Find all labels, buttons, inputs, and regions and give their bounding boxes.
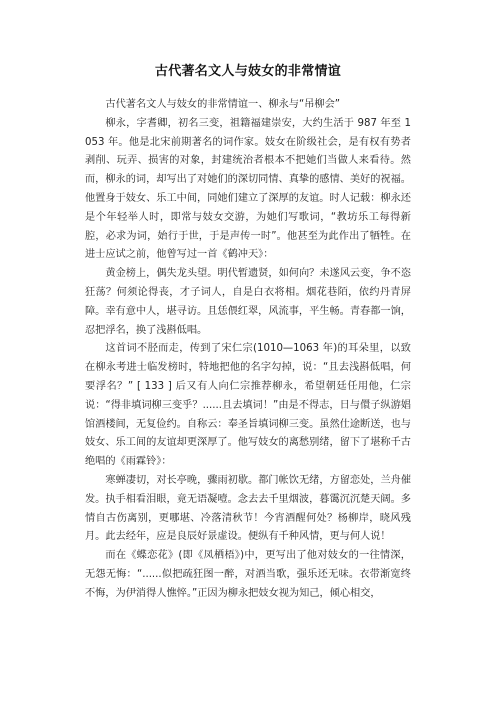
paragraph: 而在《蝶恋花》(即《凤栖梧》)中，更写出了他对妓女的一往情深，无怨无悔：“......似把疏狂图一醉，对酒当歌，强乐还无味。衣带渐宽终不悔，为伊消得人憔悴。”正因为柳永把妓女视为知己，倾心相交， (85, 550, 411, 599)
document-title: 古代著名文人与妓女的非常情谊 (154, 64, 342, 79)
paragraph: 寒蝉凄切，对长亭晚，骤雨初歇。都门帐饮无绪，方留恋处，兰舟催发。执手相看泪眼，竟无语凝噎。念去去千里烟波，暮霭沉沉楚天阔。多情自古伤离别，更哪堪、冷落清秋节！今宵酒醒何处？杨柳岸，晓风残月。此去经年，应是良辰好景虚设。便纵有千种风情，更与何人说！ (85, 474, 412, 543)
paragraph: 古代著名文人与妓女的非常情谊一、柳永与“吊柳会” (105, 99, 341, 110)
paragraph: 这首词不胫而走，传到了宋仁宗(1010—1063 年)的耳朵里，以致在柳永考进士临发榜时，特地把他的名字勾掉，说：“且去浅斟低唱，何要浮名？” [ 133 ] 后又有人向仁宗推荐柳永，希望朝廷任用他，仁宗说：“得非填词柳三变乎？......且去填词！”由是不得志，日与儇子纵游娼馆酒楼间，无复俭约。自称云：奉圣旨填词柳三变。虽然仕途断送，也与妓女、乐工间的友谊却更深厚了。他写妓女的离愁别绪，留下了堪称千古绝唱的《雨霖铃》： (85, 343, 411, 468)
paragraph: 黄金榜上，偶失龙头望。明代暂遗贤，如何向？未遂风云变，争不恣狂荡？何须论得丧，才子词人，自是白衣将相。烟花巷陌，依约丹青屏障。幸有意中人，堪寻访。且恁偎红翠，风流事，平生畅。青春都一饷，忍把浮名，换了浅斟低唱。 (85, 268, 412, 336)
paragraph: 柳永，字耆卿，初名三变，祖籍福建崇安，大约生活于 987 年至 1053 年。他是北宋前期著名的词作家。妓女在阶级社会，是有权有势者剥削、玩弄、损害的对象，封建统治者根本不把她们当做人来看待。然而，柳永的词，却写出了对她们的深切同情、真挚的感情、美好的祝福。他置身于妓女、乐工中间，同她们建立了深厚的友谊。时人记载：柳永还是个年轻举人时，即常与妓女交游，为她们写歌词，“教坊乐工每得新腔，必求为词，始行于世，于是声传一时”。他甚至为此作出了牺牲。在进士应试之前，他曾写过一首《鹤冲天》： (85, 117, 411, 261)
document-body (85, 96, 411, 604)
